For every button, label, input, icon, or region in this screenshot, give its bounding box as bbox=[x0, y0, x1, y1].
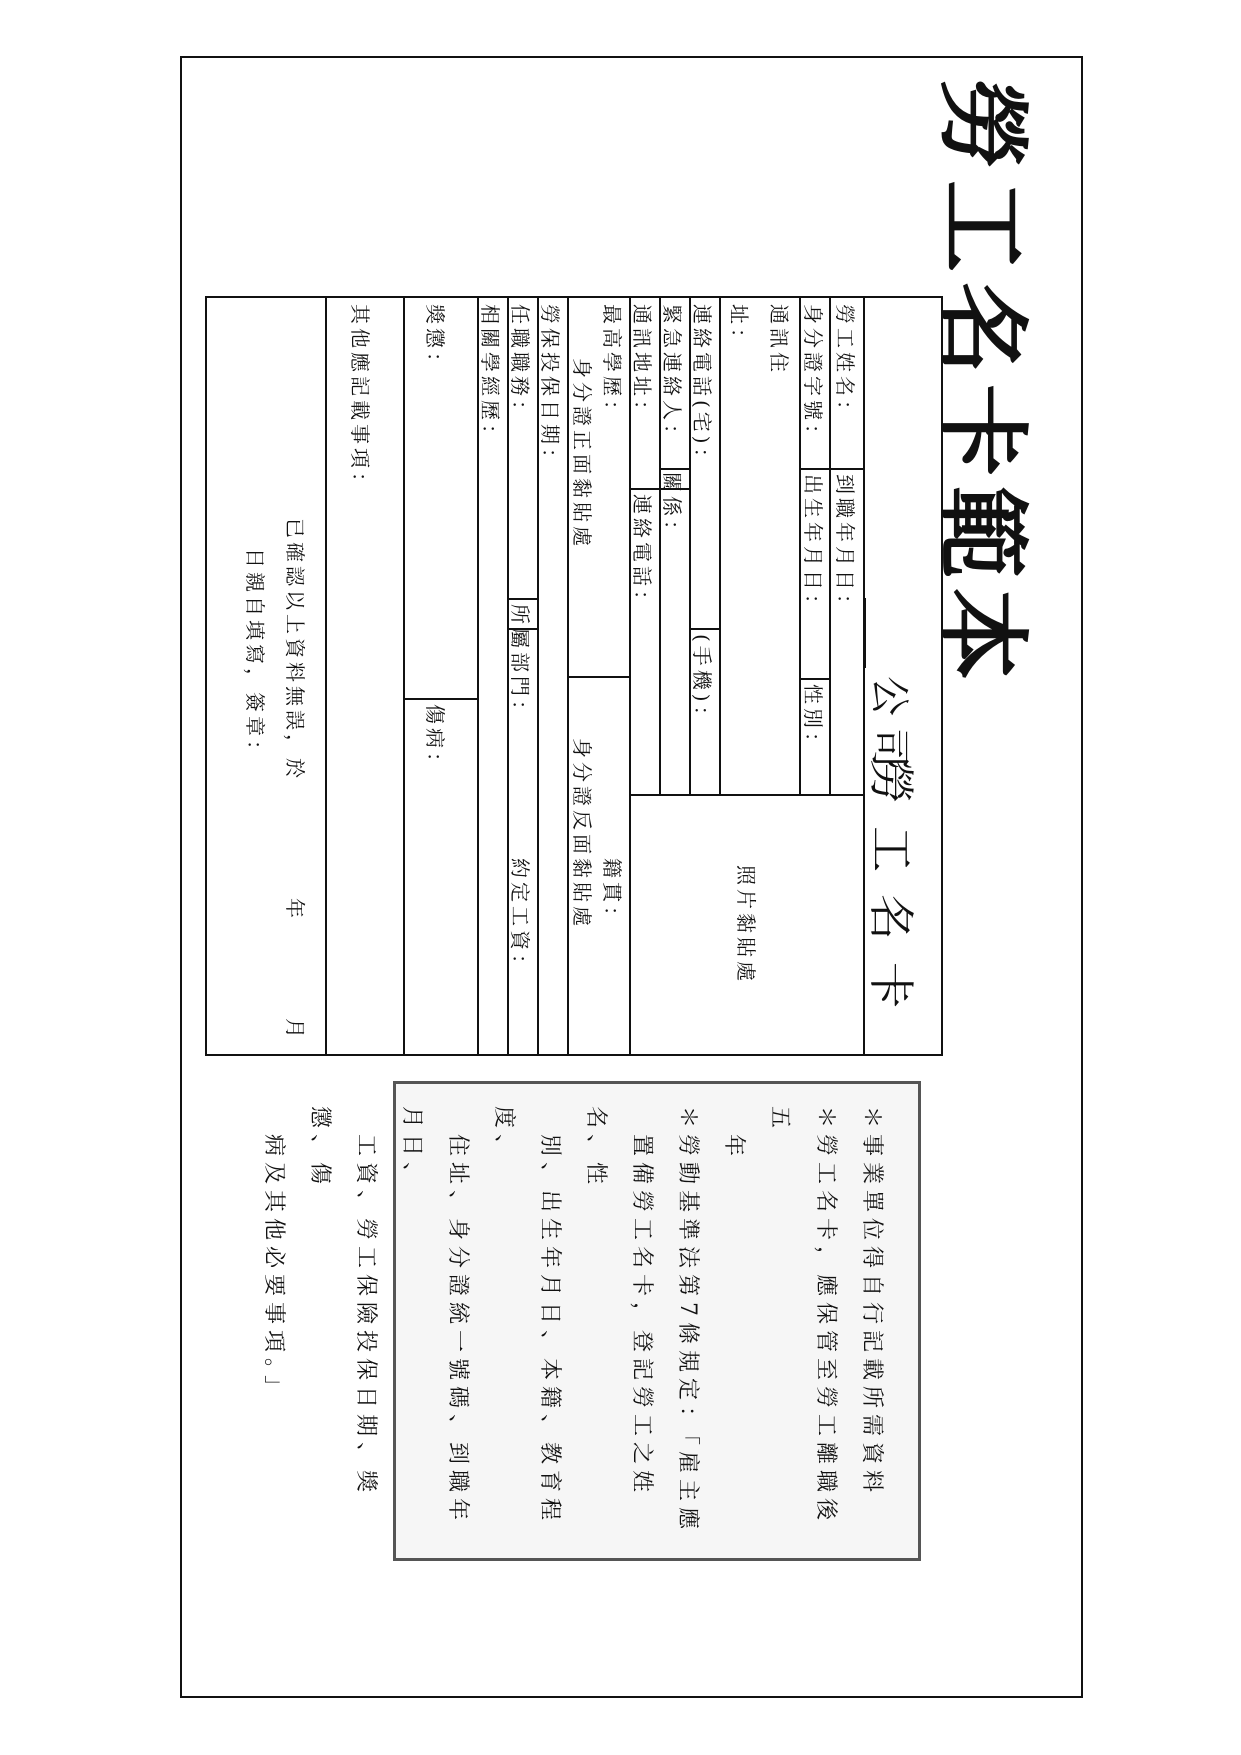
id-number-label: 身分證字號： bbox=[801, 304, 825, 448]
notice-line: 住址、身分證統一號碼、到職年月日、 bbox=[399, 1106, 470, 1527]
notice-line: 置備勞工名卡，登記勞工之姓名、性 bbox=[583, 1106, 654, 1499]
experience-label: 相關學經歷： bbox=[478, 304, 502, 448]
notice-line: 別、出生年月日、本籍、教育程度、 bbox=[491, 1106, 562, 1527]
gender-label: 性別： bbox=[801, 684, 825, 756]
mail-address-label: 通訊地址： bbox=[630, 304, 654, 424]
education-label: 最高學歷： bbox=[600, 304, 624, 424]
mobile-phone-label: (手機)： bbox=[690, 634, 714, 730]
notice-box bbox=[261, 1081, 921, 1561]
birth-date-label: 出生年月日： bbox=[801, 474, 825, 618]
hire-date-label: 到職年月日： bbox=[833, 474, 857, 618]
confirm-month: 月 bbox=[283, 1018, 307, 1042]
notice-line: ＊勞工名卡，應保管至勞工離職後五 bbox=[767, 1106, 838, 1527]
relation-label: 關係： bbox=[660, 472, 684, 544]
worker-name-label: 勞工姓名： bbox=[833, 304, 857, 424]
confirm-year: 年 bbox=[283, 898, 307, 922]
position-label: 任職職務： bbox=[508, 304, 532, 424]
address-label-1: 通訊住 bbox=[767, 304, 791, 376]
notice-line: ＊事業單位得自行記載所需資料 bbox=[859, 1106, 884, 1499]
insurance-date-label: 勞保投保日期： bbox=[538, 304, 562, 472]
notice-line: 病及其他必要事項。」 bbox=[261, 1106, 286, 1404]
confirm-line-2: 日親自填寫，簽章： bbox=[243, 548, 267, 764]
page-title: 勞工名卡範本 bbox=[928, 78, 1036, 691]
reward-label: 獎懲： bbox=[423, 304, 447, 376]
home-phone-label: 連絡電話(宅)： bbox=[690, 304, 714, 472]
notice-line: 年 bbox=[721, 1106, 746, 1163]
injury-label: 傷病： bbox=[423, 704, 447, 776]
card-template bbox=[180, 56, 1083, 1698]
emergency-phone-label: 連絡電話： bbox=[630, 494, 654, 614]
notice-line: 工資、勞工保險投保日期、獎懲、傷 bbox=[307, 1106, 378, 1499]
notice-line: ＊勞動基準法第7條規定：「雇主應 bbox=[675, 1106, 700, 1535]
address-label-2: 址： bbox=[727, 304, 751, 352]
id-back-label: 身分證反面黏貼處 bbox=[570, 738, 594, 930]
emergency-contact-label: 緊急連絡人： bbox=[660, 304, 684, 448]
confirm-line-1: 已確認以上資料無誤，於 bbox=[283, 518, 307, 782]
photo-placeholder: 照片黏貼處 bbox=[734, 865, 759, 985]
other-items-label: 其他應記載事項： bbox=[348, 304, 372, 496]
salary-label: 約定工資： bbox=[508, 858, 532, 978]
id-front-label: 身分證正面黏貼處 bbox=[570, 358, 594, 550]
native-place-label: 籍貫： bbox=[600, 858, 624, 930]
card-title: 勞工名卡 bbox=[864, 758, 918, 1030]
department-label: 所屬部門： bbox=[508, 604, 532, 724]
employee-card-form bbox=[205, 296, 943, 1056]
company-label: 公司 bbox=[864, 598, 921, 780]
